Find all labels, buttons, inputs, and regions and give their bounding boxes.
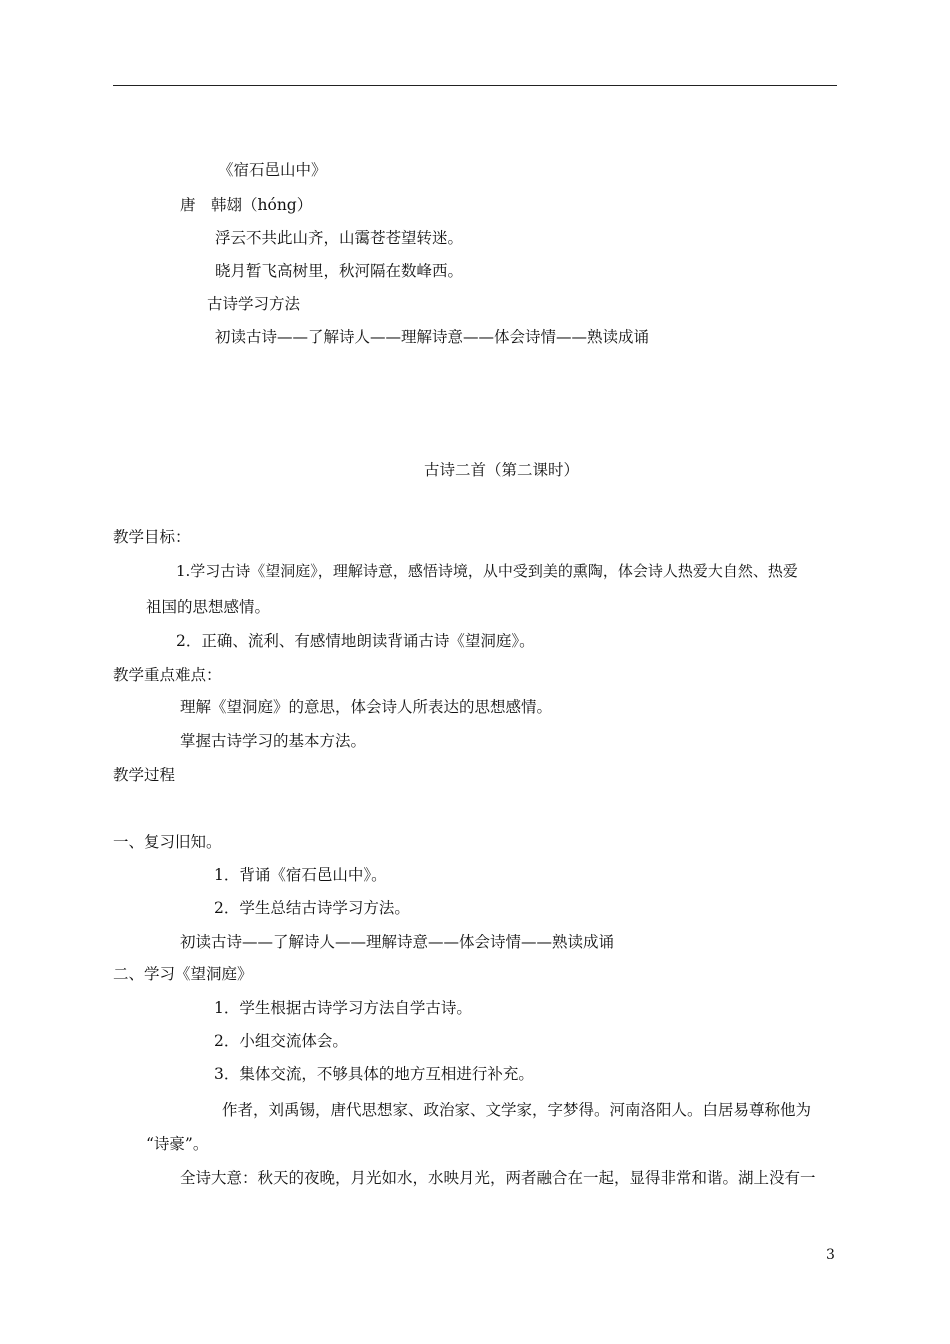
- part-2-item-3: 3．集体交流，不够具体的地方互相进行补充。: [214, 1065, 534, 1083]
- part-1-item-2: 2．学生总结古诗学习方法。: [214, 899, 410, 917]
- goal-1-line-1: 1.学习古诗《望洞庭》，理解诗意，感悟诗境，从中受到美的熏陶，体会诗人热爱大自然、热爱: [176, 562, 798, 580]
- poem-line-2: 晓月暂飞高树里，秋河隔在数峰西。: [215, 262, 464, 280]
- part-1-heading: 一、复习旧知。: [113, 833, 222, 851]
- process-heading: 教学过程: [113, 766, 176, 784]
- header-rule: [113, 85, 837, 86]
- part-2-item-1: 1．学生根据古诗学习方法自学古诗。: [214, 999, 472, 1017]
- part-2-heading: 二、学习《望洞庭》: [113, 965, 253, 983]
- meaning-line-1: 全诗大意：秋天的夜晚，月光如水，水映月光，两者融合在一起，显得非常和谐。湖上没有一: [180, 1169, 816, 1187]
- focus-heading: 教学重点难点：: [113, 666, 222, 684]
- author-note-line-2: “诗豪”。: [146, 1135, 209, 1153]
- part-1-steps: 初读古诗——了解诗人——理解诗意——体会诗情——熟读成诵: [180, 933, 615, 951]
- method-heading: 古诗学习方法: [207, 295, 301, 313]
- goal-1-line-2: 祖国的思想感情。: [146, 598, 271, 616]
- part-2-item-2: 2．小组交流体会。: [214, 1032, 348, 1050]
- goal-2: 2．正确、流利、有感情地朗读背诵古诗《望洞庭》。: [176, 632, 535, 650]
- focus-2: 掌握古诗学习的基本方法。: [180, 732, 367, 750]
- author-note-line-1: 作者，刘禹锡，唐代思想家、政治家、文学家，字梦得。河南洛阳人。白居易尊称他为: [222, 1101, 812, 1119]
- lesson-title: 古诗二首（第二课时）: [424, 461, 580, 479]
- part-1-item-1: 1．背诵《宿石邑山中》。: [214, 866, 387, 884]
- poem-author: 唐 韩翃（hóng）: [180, 196, 313, 214]
- poem-line-1: 浮云不共此山齐，山霭苍苍望转迷。: [215, 229, 464, 247]
- page-number: 3: [826, 1247, 835, 1263]
- goals-heading: 教学目标：: [113, 528, 191, 546]
- focus-1: 理解《望洞庭》的意思，体会诗人所表达的思想感情。: [180, 698, 553, 716]
- method-steps: 初读古诗——了解诗人——理解诗意——体会诗情——熟读成诵: [215, 328, 650, 346]
- poem-title: 《宿石邑山中》: [218, 161, 327, 179]
